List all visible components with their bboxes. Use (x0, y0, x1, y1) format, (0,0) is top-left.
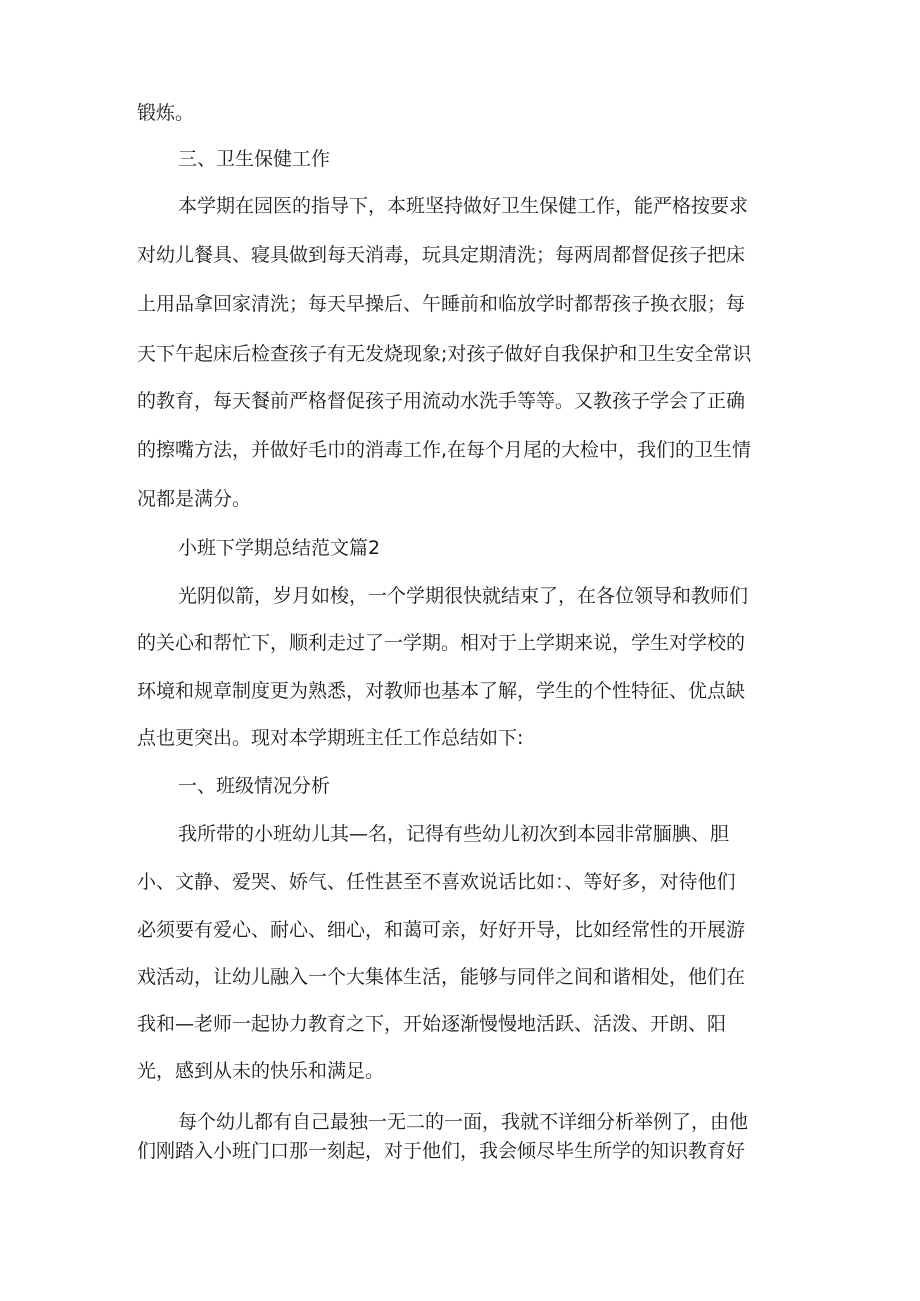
text-line: 每个幼儿都有自己最独一无二的一面，我就不详细分析举例了，由他 (178, 1111, 749, 1133)
text-line: 我所带的小班幼儿其—名，记得有些幼儿初次到本园非常腼腆、胆 (178, 823, 730, 845)
text-line: 本学期在园医的指导下，本班坚持做好卫生保健工作，能严格按要求 (178, 195, 749, 217)
article-title: 小班下学期总结范文篇2 (178, 537, 381, 559)
text-line: 的擦嘴方法，并做好毛巾的消毒工作,在每个月尾的大检中，我们的卫生情 (137, 439, 752, 461)
text-line: 对幼儿餐具、寝具做到每天消毒，玩具定期清洗；每两周都督促孩子把床 (137, 244, 746, 266)
text-line: 天下午起床后检查孩子有无发烧现象;对孩子做好自我保护和卫生安全常识 (137, 343, 752, 365)
text-line: 必须要有爱心、耐心、细心，和蔼可亲，好好开导，比如经常性的开展游 (137, 919, 746, 941)
text-line: 小、文静、爱哭、娇气、任性甚至不喜欢说话比如：、等好多，对待他们 (137, 871, 736, 893)
text-line: 光阴似箭，岁月如梭，一个学期很快就结束了，在各位领导和教师们 (178, 585, 749, 607)
text-line: 的关心和帮忙下，顺利走过了一学期。相对于上学期来说，学生对学校的 (137, 632, 746, 654)
section-heading: 三、卫生保健工作 (178, 148, 331, 170)
text-line: 况都是满分。 (137, 488, 252, 510)
text-line: 锻炼。 (137, 102, 195, 124)
text-line: 们刚踏入小班门口那一刻起，对于他们，我会倾尽毕生所学的知识教育好 (137, 1140, 746, 1162)
text-line: 上用品拿回家清洗；每天早操后、午睡前和临放学时都帮孩子换衣服；每 (137, 293, 746, 315)
text-line: 点也更突出。现对本学期班主任工作总结如下: (137, 727, 524, 749)
text-line: 环境和规章制度更为熟悉，对教师也基本了解，学生的个性特征、优点缺 (137, 680, 746, 702)
text-line: 我和—老师一起协力教育之下，开始逐渐慢慢地活跃、活泼、开朗、阳 (137, 1013, 727, 1035)
section-heading: 一、班级情况分析 (178, 775, 331, 797)
text-line: 的教育，每天餐前严格督促孩子用流动水洗手等等。又教孩子学会了正确 (137, 390, 746, 412)
text-line: 光，感到从未的快乐和满足。 (137, 1060, 385, 1082)
text-line: 戏活动，让幼儿融入一个大集体生活，能够与同伴之间和谐相处，他们在 (137, 966, 746, 988)
